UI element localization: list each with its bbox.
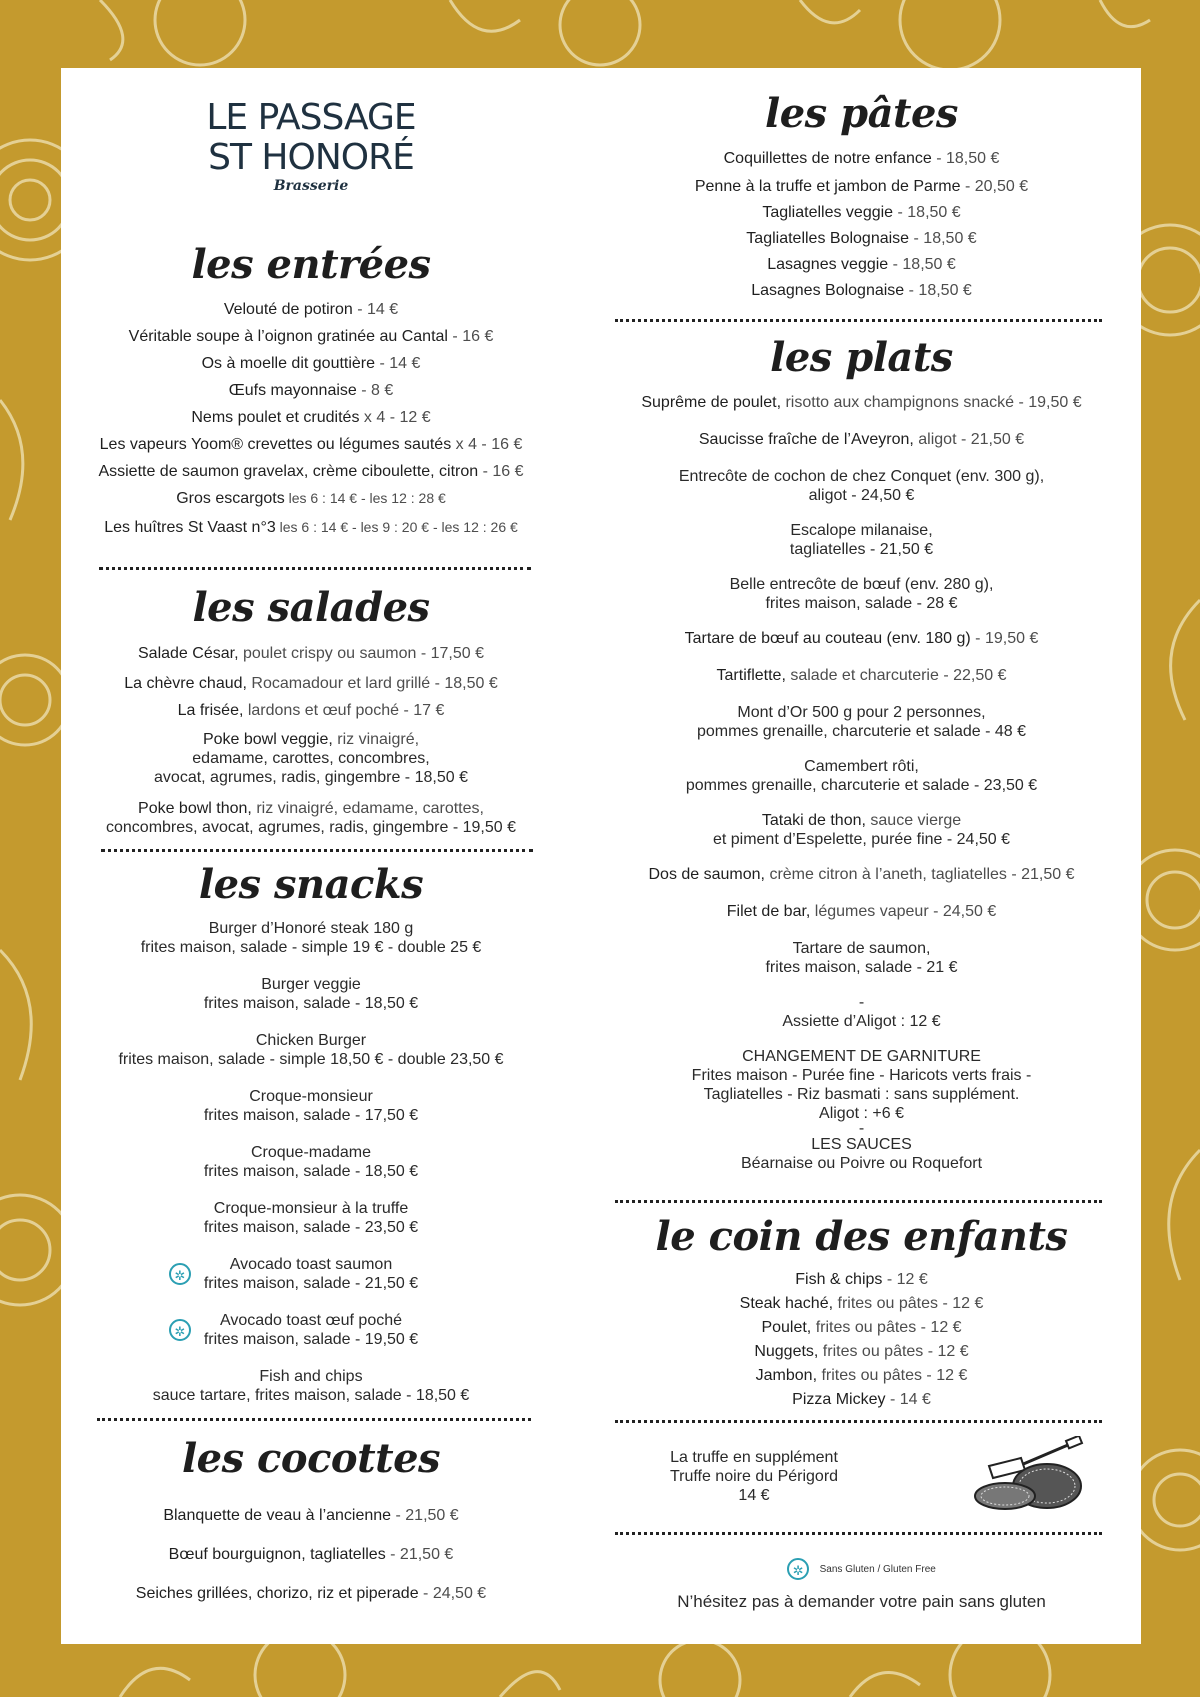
list-item: Jambon, frites ou pâtes - 12 € bbox=[755, 1367, 968, 1384]
cocottes-list bbox=[91, 1506, 531, 1603]
logo-line-1: LE PASSAGE bbox=[206, 97, 416, 138]
logo-subtitle: Brasserie bbox=[273, 178, 349, 194]
list-item: ✲ Avocado toast œuf poché frites maison, salade - 19,50 € bbox=[91, 1311, 531, 1349]
list-item: Chicken Burger frites maison, salade - simple 18,50 € - double 23,50 € bbox=[118, 1032, 504, 1068]
list-item: Assiette de saumon gravelax, crème ciboulette, citron - 16 € bbox=[98, 463, 524, 480]
list-item: Poulet, frites ou pâtes - 12 € bbox=[761, 1319, 962, 1336]
list-item: Bœuf bourguignon, tagliatelles - 21,50 € bbox=[168, 1546, 454, 1563]
truffe-title: La truffe en supplément bbox=[670, 1449, 838, 1466]
list-item: Saucisse fraîche de l’Aveyron, aligot - 21,50 € bbox=[698, 431, 1025, 448]
list-item: Véritable soupe à l’oignon gratinée au Cantal - 16 € bbox=[128, 328, 494, 345]
list-item: Fish & chips - 12 € bbox=[795, 1271, 928, 1288]
list-item: Belle entrecôte de bœuf (env. 280 g), frites maison, salade - 28 € bbox=[729, 576, 994, 612]
list-item: Tagliatelles veggie - 18,50 € bbox=[762, 204, 961, 221]
list-item: ✲ Avocado toast saumon frites maison, salade - 21,50 € bbox=[91, 1255, 531, 1293]
list-item: Penne à la truffe et jambon de Parme - 20,50 € bbox=[694, 178, 1029, 195]
list-item: Tartare de saumon, frites maison, salade - 21 € bbox=[765, 940, 958, 976]
gluten-note: N’hésitez pas à demander votre pain sans gluten bbox=[677, 1592, 1046, 1611]
truffe-desc: Truffe noire du Périgord bbox=[669, 1468, 839, 1485]
entrees-list bbox=[91, 300, 531, 537]
salades-list bbox=[91, 644, 531, 837]
enfants-list bbox=[609, 1270, 1114, 1409]
list-item: Tartare de bœuf au couteau (env. 180 g) - 19,50 € bbox=[684, 630, 1039, 647]
list-item: Tagliatelles Bolognaise - 18,50 € bbox=[746, 230, 977, 247]
section-divider bbox=[101, 849, 533, 852]
truffe-block bbox=[609, 1448, 899, 1505]
list-item: Les huîtres St Vaast n°3 les 6 : 14 € - les 9 : 20 € - les 12 : 26 € bbox=[104, 519, 518, 536]
section-divider bbox=[615, 319, 1102, 322]
list-item: Burger veggie frites maison, salade - 18,50 € bbox=[203, 976, 419, 1012]
list-item: La chèvre chaud, Rocamadour et lard grillé - 18,50 € bbox=[124, 675, 498, 692]
list-item: Filet de bar, légumes vapeur - 24,50 € bbox=[726, 903, 997, 920]
list-item: Seiches grillées, chorizo, riz et piperade - 24,50 € bbox=[135, 1585, 487, 1602]
section-divider bbox=[615, 1420, 1102, 1423]
gluten-legend-text: Sans Gluten / Gluten Free bbox=[819, 1563, 936, 1575]
list-item: Les vapeurs Yoom® crevettes ou légumes sautés x 4 - 16 € bbox=[99, 436, 523, 453]
list-item: Poke bowl veggie, riz vinaigré, edamame, carottes, concombres, avocat, agrumes, radis, gingembre - 18,50 € bbox=[154, 731, 468, 786]
snacks-list bbox=[91, 919, 531, 1405]
section-title-enfants: le coin des enfants bbox=[655, 1213, 1068, 1260]
list-item: Mont d’Or 500 g pour 2 personnes, pommes grenaille, charcuterie et salade - 48 € bbox=[696, 704, 1027, 740]
list-item: Coquillettes de notre enfance - 18,50 € bbox=[723, 150, 1000, 167]
list-item: Os à moelle dit gouttière - 14 € bbox=[201, 355, 421, 372]
list-item: Velouté de potiron - 14 € bbox=[223, 301, 399, 318]
section-divider bbox=[97, 1418, 531, 1421]
gluten-free-icon: ✲ bbox=[787, 1558, 809, 1580]
plats-list bbox=[609, 393, 1114, 1173]
section-title-cocottes: les cocottes bbox=[181, 1435, 441, 1482]
section-divider bbox=[615, 1532, 1102, 1535]
list-item: Lasagnes Bolognaise - 18,50 € bbox=[751, 282, 972, 299]
gluten-legend bbox=[609, 1558, 1114, 1580]
list-item: Croque-monsieur frites maison, salade - 17,50 € bbox=[203, 1088, 419, 1124]
section-title-pates: les pâtes bbox=[765, 90, 958, 137]
list-item: Lasagnes veggie - 18,50 € bbox=[767, 256, 956, 273]
list-item: Tartiflette, salade et charcuterie - 22,50 € bbox=[716, 667, 1007, 684]
section-title-salades: les salades bbox=[192, 584, 430, 631]
gluten-free-icon: ✲ bbox=[169, 1263, 191, 1285]
logo-line-2: ST HONORÉ bbox=[208, 137, 414, 178]
list-item: Croque-madame frites maison, salade - 18,50 € bbox=[203, 1144, 419, 1180]
truffle-illustration bbox=[971, 1436, 1091, 1514]
list-item: Escalope milanaise, tagliatelles - 21,50 € bbox=[789, 522, 934, 558]
list-item: Burger d’Honoré steak 180 g frites maison, salade - simple 19 € - double 25 € bbox=[140, 920, 482, 956]
gluten-free-icon: ✲ bbox=[169, 1319, 191, 1341]
list-item: Poke bowl thon, riz vinaigré, edamame, carottes, concombres, avocat, agrumes, radis, gingembre - 19,50 € bbox=[106, 800, 516, 836]
list-item: Pizza Mickey - 14 € bbox=[792, 1391, 931, 1408]
list-item: Blanquette de veau à l’ancienne - 21,50 € bbox=[163, 1507, 459, 1524]
list-item: Nuggets, frites ou pâtes - 12 € bbox=[754, 1343, 969, 1360]
list-item: Tataki de thon, sauce vierge et piment d’Espelette, purée fine - 24,50 € bbox=[712, 812, 1011, 848]
list-item: Œufs mayonnaise - 8 € bbox=[228, 382, 394, 399]
section-title-plats: les plats bbox=[770, 334, 953, 381]
list-item: La frisée, lardons et œuf poché - 17 € bbox=[177, 702, 445, 719]
list-item: Croque-monsieur à la truffe frites maison, salade - 23,50 € bbox=[203, 1200, 419, 1236]
list-item: Dos de saumon, crème citron à l’aneth, tagliatelles - 21,50 € bbox=[648, 866, 1075, 883]
list-item: Steak haché, frites ou pâtes - 12 € bbox=[739, 1295, 984, 1312]
list-item: Entrecôte de cochon de chez Conquet (env. 300 g), aligot - 24,50 € bbox=[678, 468, 1045, 504]
list-item: Nems poulet et crudités x 4 - 12 € bbox=[191, 409, 431, 426]
list-item: Fish and chips sauce tartare, frites maison, salade - 18,50 € bbox=[152, 1368, 470, 1404]
pates-list bbox=[609, 149, 1114, 300]
aligot-block: - Assiette d’Aligot : 12 € bbox=[782, 994, 941, 1030]
menu-sheet bbox=[61, 68, 1141, 1644]
logo bbox=[91, 98, 531, 194]
section-divider bbox=[99, 567, 531, 570]
list-item: Gros escargots les 6 : 14 € - les 12 : 28 € bbox=[176, 490, 446, 507]
list-item: Suprême de poulet, risotto aux champignons snacké - 19,50 € bbox=[641, 394, 1082, 411]
section-title-entrees: les entrées bbox=[191, 241, 431, 288]
section-divider bbox=[615, 1200, 1102, 1203]
truffe-price: 14 € bbox=[738, 1487, 770, 1504]
section-title-snacks: les snacks bbox=[198, 861, 424, 908]
garniture-block: CHANGEMENT DE GARNITURE Frites maison - Purée fine - Haricots verts frais - Tagliatelles - Riz basmati : sans supplément. Aligot : +6 € - LES SAUCES Béarnaise ou Poivre ou Roquefort bbox=[691, 1048, 1032, 1172]
list-item: Camembert rôti, pommes grenaille, charcuterie et salade - 23,50 € bbox=[685, 758, 1038, 794]
list-item: Salade César, poulet crispy ou saumon - 17,50 € bbox=[138, 645, 484, 662]
